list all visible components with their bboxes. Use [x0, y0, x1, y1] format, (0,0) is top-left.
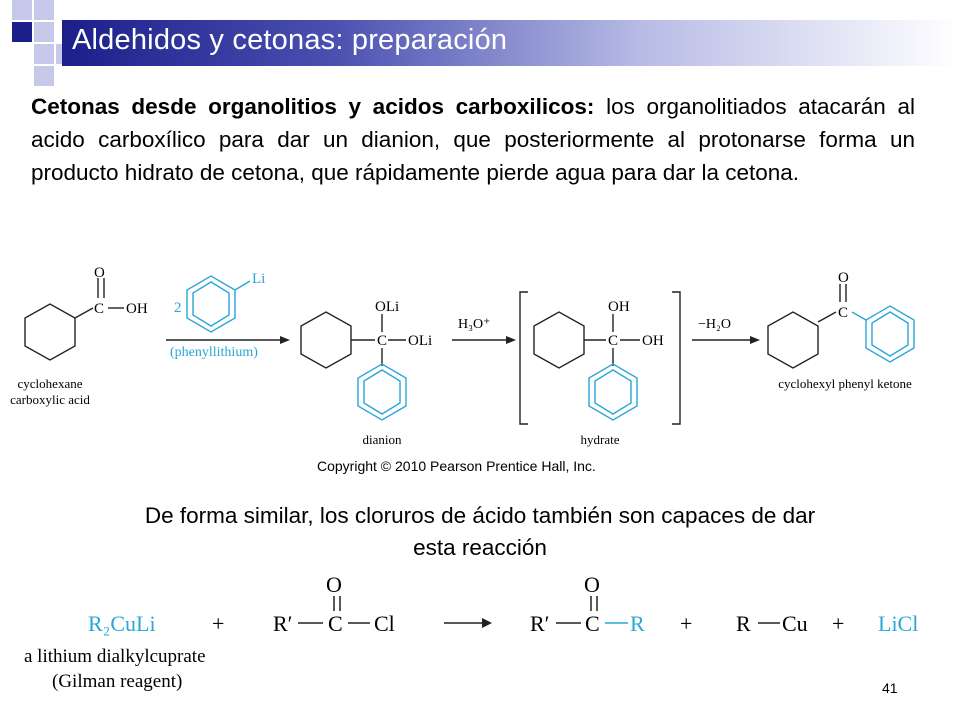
compound-label: dianion	[362, 432, 402, 447]
compound-label: cyclohexyl phenyl ketone	[778, 376, 912, 391]
plus-sign: +	[832, 611, 845, 636]
atom-label: OH	[642, 333, 664, 349]
slide-title: Aldehidos y cetonas: preparación	[72, 24, 508, 56]
page-number: 41	[882, 680, 898, 696]
gilman-reagent: R₂CuLi	[88, 611, 156, 636]
compound-label: hydrate	[580, 432, 620, 447]
byproduct-r: R	[736, 611, 751, 636]
atom-label: OH	[608, 299, 630, 315]
step-reagent: H₃O⁺	[458, 317, 491, 332]
product-r: R	[630, 611, 645, 636]
atom-label: OLi	[375, 299, 400, 315]
atom-label: C	[377, 333, 388, 349]
atom-label: O	[838, 270, 849, 286]
product-carbon: C	[585, 611, 600, 636]
arrowhead	[482, 618, 492, 628]
product-r-prime: R′	[530, 611, 550, 636]
plus-sign: +	[212, 611, 225, 636]
intro-heading: Cetonas desde organolitios y acidos carboxilicos:	[31, 94, 595, 119]
plus-sign: +	[680, 611, 693, 636]
atom-label: C	[94, 301, 105, 317]
compound-label: cyclohexane	[17, 376, 83, 391]
copyright-notice: Copyright © 2010 Pearson Prentice Hall, Inc.	[317, 458, 596, 474]
compound-label: carboxylic acid	[10, 392, 90, 407]
intro-body: los organolitiados atacarán al acido carboxílico para dar un dianion, que posteriormente al protonarse forma un producto hidrato de cetona, que rápidamente pierde agua para dar la cetona.	[31, 94, 915, 186]
atom-label: C	[838, 305, 849, 321]
atom-label: O	[94, 265, 105, 281]
atom-label: OH	[126, 301, 148, 317]
reagent-name: (phenyllithium)	[170, 345, 258, 360]
reagent-coefficient: 2	[174, 300, 182, 316]
byproduct-cu: Cu	[782, 611, 808, 636]
byproduct-licl: LiCl	[878, 611, 919, 636]
acyl-chloride: Cl	[374, 611, 395, 636]
atom-label: C	[608, 333, 619, 349]
reagent-li: Li	[252, 271, 266, 287]
caption-line: esta reacción	[413, 534, 547, 560]
atom-label: OLi	[408, 333, 433, 349]
gilman-label: a lithium dialkylcuprate	[24, 646, 206, 667]
product-oxygen: O	[584, 572, 600, 597]
gilman-label: (Gilman reagent)	[52, 671, 183, 692]
acyl-r-prime: R′	[273, 611, 293, 636]
acyl-carbon: C	[328, 611, 343, 636]
acyl-oxygen: O	[326, 572, 342, 597]
caption-line: De forma similar, los cloruros de ácido también son capaces de dar	[144, 503, 816, 528]
step-reagent: −H₂O	[698, 317, 731, 332]
